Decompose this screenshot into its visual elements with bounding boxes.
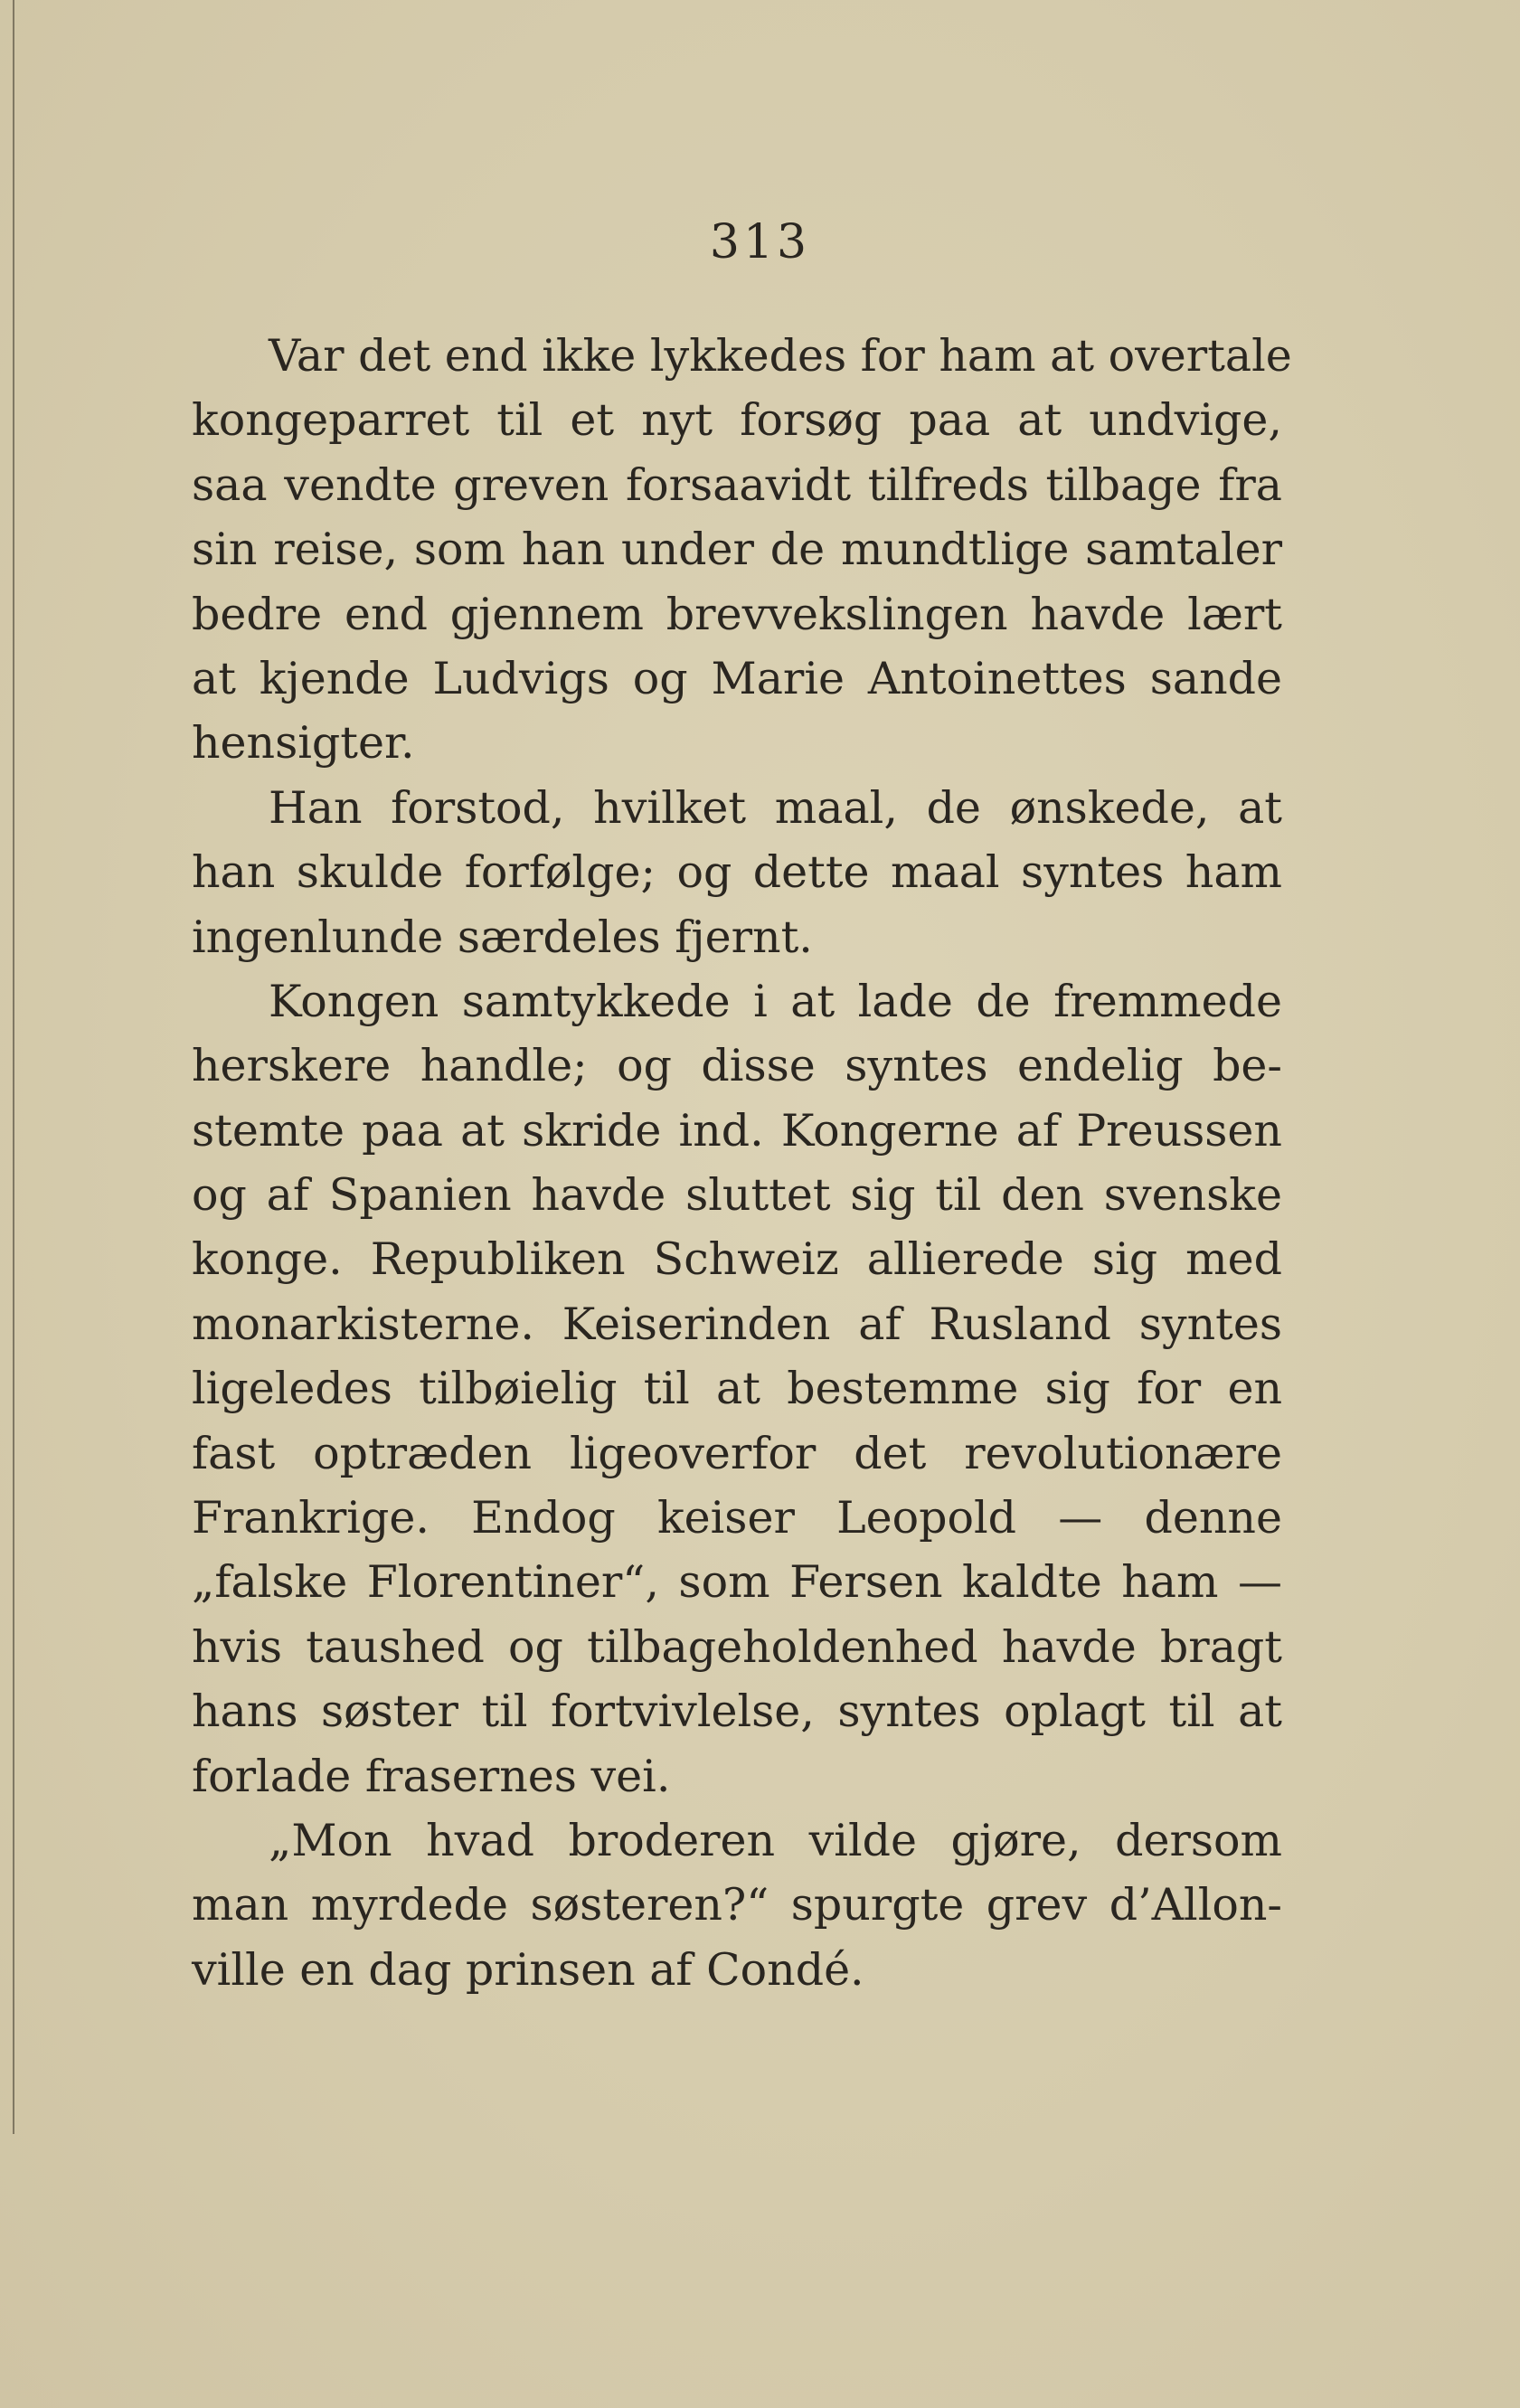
text-line: stemte paa at skride ind. Kongerne af Preussen [192, 1104, 1282, 1157]
text-line: Frankrige. Endog keiser Leopold — denne [192, 1492, 1282, 1544]
text-line: „Mon hvad broderen vilde gjøre, dersom [269, 1814, 1282, 1866]
text-line: forlade frasernes vei. [192, 1750, 671, 1802]
text-line: saa vendte greven forsaavidt tilfreds tilbage fra [192, 458, 1282, 511]
text-line: Han forstod, hvilket maal, de ønskede, at [269, 781, 1282, 834]
text-line: kongeparret til et nyt forsøg paa at undvige, [192, 394, 1282, 447]
text-line: sin reise, som han under de mundtlige samtaler [192, 524, 1282, 576]
text-line: Var det end ikke lykkedes for ham at overtale [269, 330, 1292, 382]
text-line: hans søster til fortvivlelse, syntes oplagt til at [192, 1686, 1282, 1738]
page-edge-divider [13, 0, 14, 2134]
text-line: hensigter. [192, 717, 415, 770]
text-line: han skulde forfølge; og dette maal syntes ham [192, 846, 1282, 899]
text-line: bedre end gjennem brevvekslingen havde lært [192, 588, 1282, 640]
text-line: man myrdede søsteren?“ spurgte grev d’Allon- [192, 1879, 1282, 1931]
text-line: Kongen samtykkede i at lade de fremmede [269, 975, 1282, 1027]
page-number: 313 [709, 215, 811, 269]
text-line: herskere handle; og disse syntes endelig be- [192, 1040, 1282, 1092]
body-text [192, 324, 1292, 2002]
text-line: ville en dag prinsen af Condé. [192, 1943, 864, 1996]
text-line: „falske Florentiner“, som Fersen kaldte ham — [192, 1556, 1282, 1609]
text-line: og af Spanien havde sluttet sig til den svenske [192, 1169, 1282, 1222]
text-line: at kjende Ludvigs og Marie Antoinettes sande [192, 652, 1282, 704]
text-line: fast optræden ligeoverfor det revolutionære [192, 1427, 1282, 1479]
text-line: hvis taushed og tilbageholdenhed havde bragt [192, 1620, 1282, 1673]
text-line: monarkisterne. Keiserinden af Rusland syntes [192, 1298, 1282, 1350]
text-line: konge. Republiken Schweiz allierede sig med [192, 1233, 1282, 1286]
text-line: ingenlunde særdeles fjernt. [192, 911, 813, 963]
text-line: ligeledes tilbøielig til at bestemme sig for en [192, 1363, 1282, 1415]
